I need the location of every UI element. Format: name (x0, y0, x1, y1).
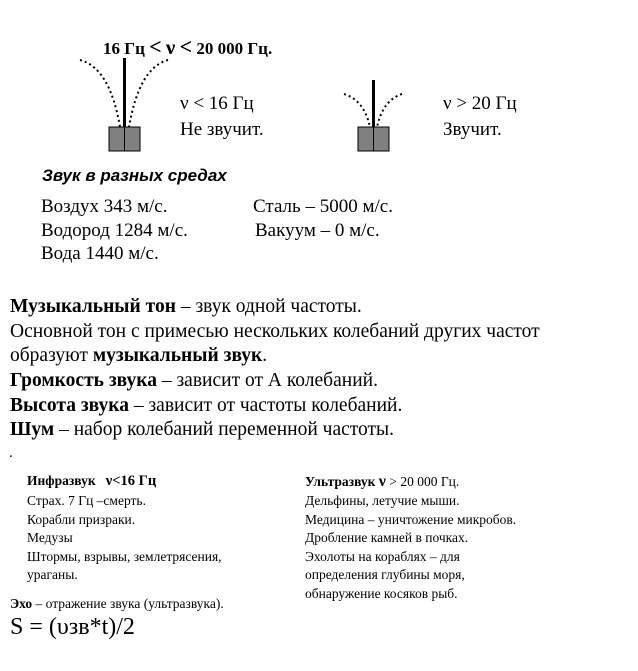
definition-text: – звук одной частоты. (175, 296, 362, 317)
definition-noise (10, 419, 394, 441)
term: Шум (10, 419, 55, 440)
echo-definition (10, 596, 224, 612)
definition-musical-tone (10, 296, 362, 318)
term: Громкость звука (10, 370, 157, 391)
definition-text: образуют (10, 345, 93, 366)
audible-result: Звучит. (443, 119, 502, 140)
media-water: Вода 1440 м/с. (41, 243, 159, 264)
term: Высота звука (10, 395, 129, 416)
term: музыкальный звук (92, 345, 263, 366)
definition-text: – зависит от частоты колебаний. (128, 395, 403, 416)
echo-distance-formula: S = (υзв*t)/2 (10, 614, 135, 640)
ultrasound-condition-label: > 20 000 Гц. (389, 474, 460, 489)
media-air: Воздух 343 м/с. (41, 196, 168, 217)
definition-text: – отражение звука (ультразвука). (32, 596, 224, 611)
infrasound-title (27, 473, 156, 490)
infrasound-item: Медузы (27, 530, 73, 545)
media-steel: Сталь – 5000 м/с. (253, 196, 393, 217)
ultrasound-label: Ультразвук (305, 474, 376, 489)
right-tuning-fork (344, 80, 402, 151)
infrasound-item: Штормы, взрывы, землетрясения, (27, 549, 222, 564)
ultrasound-title (305, 473, 459, 491)
infrasound-result: Не звучит. (180, 119, 264, 140)
definition-text: – набор колебаний переменной частоты. (54, 419, 395, 440)
definition-line (10, 321, 540, 343)
infrasound-label: Инфразвук (27, 473, 96, 488)
ultrasound-item: обнаружение косяков рыб. (305, 586, 458, 601)
range-suffix: 20 000 Гц. (196, 39, 273, 58)
ultrasound-item: Дельфины, летучие мыши. (305, 493, 460, 508)
definition-loudness (10, 370, 378, 392)
infrasound-item: Корабли призраки. (27, 512, 136, 527)
infrasound-item: Страх. 7 Гц –смерть. (27, 493, 146, 508)
term: Музыкальный тон (10, 296, 176, 317)
definition-tail: . (262, 345, 268, 366)
nu-symbol: ν (165, 35, 176, 59)
lt-symbol: < (179, 34, 193, 59)
ultrasound-item: Эхолоты на кораблях – для (305, 549, 460, 564)
term: Эхо (10, 596, 33, 611)
left-tuning-fork (80, 58, 168, 151)
infrasound-condition-label: ν<16 Гц (105, 473, 157, 489)
nu-symbol: ν (378, 473, 386, 490)
ultrasound-item: Медицина – уничтожение микробов. (305, 512, 517, 527)
tuning-fork-illustrations (0, 0, 638, 160)
definition-text: Основной тон с примесью нескольких колебаний других частот (10, 321, 540, 342)
stray-dot: . (9, 445, 13, 461)
audible-condition: ν > 20 Гц (443, 93, 517, 114)
definition-musical-sound (10, 345, 267, 367)
media-hydrogen: Водород 1284 м/с. (41, 220, 188, 241)
lt-symbol: < (149, 34, 162, 59)
definition-text: – зависит от А колебаний. (156, 370, 378, 391)
infrasound-condition: ν < 16 Гц (180, 93, 254, 114)
range-prefix: 16 Гц (103, 39, 145, 58)
ultrasound-item: Дробление камней в почках. (305, 530, 469, 545)
media-vacuum: Вакуум – 0 м/с. (255, 220, 380, 241)
ultrasound-item: определения глубины моря, (305, 567, 465, 582)
definition-pitch (10, 395, 402, 417)
media-heading: Звук в разных средах (42, 166, 227, 185)
infrasound-item: ураганы. (27, 567, 78, 582)
